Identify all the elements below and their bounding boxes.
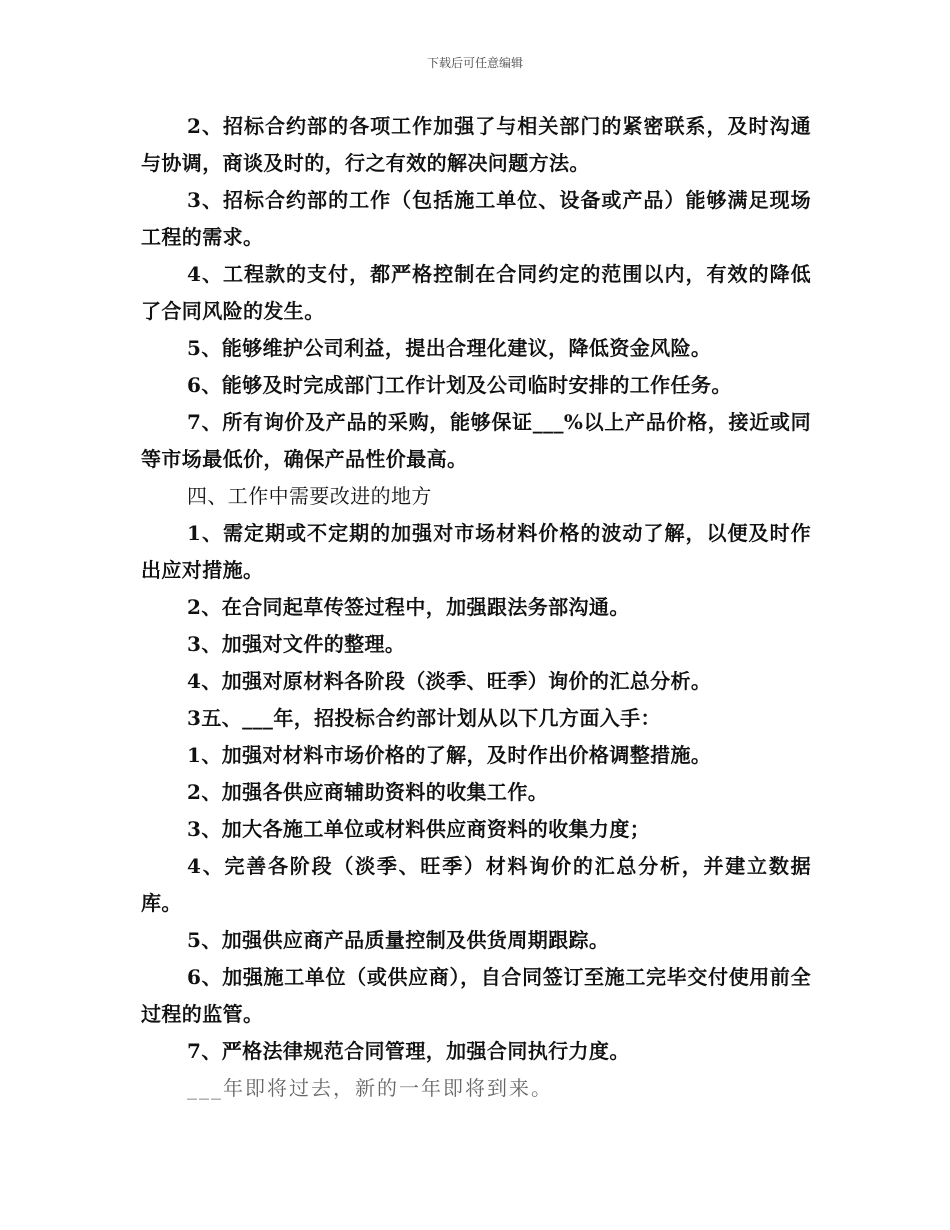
paragraph: 4、工程款的支付，都严格控制在合同约定的范围以内，有效的降低了合同风险的发生。 [141,262,811,323]
section-heading: 3五、___年，招投标合约部计划从以下几方面入手： [187,706,661,730]
paragraph: 4、加强对原材料各阶段（淡季、旺季）询价的汇总分析。 [187,669,712,693]
paragraph: 2、加强各供应商辅助资料的收集工作。 [187,780,549,804]
paragraph: 1、需定期或不定期的加强对市场材料价格的波动了解，以便及时作出应对措施。 [141,521,811,582]
paragraph: 1、加强对材料市场价格的了解，及时作出价格调整措施。 [187,743,712,767]
paragraph: 6、加强施工单位（或供应商），自合同签订至施工完毕交付使用前全过程的监管。 [141,965,811,1026]
paragraph: 7、所有询价及产品的采购，能够保证___%以上产品价格，接近或同等市场最低价，确保产品性价最高。 [141,410,811,471]
paragraph: 3、加大各施工单位或材料供应商资料的收集力度； [187,817,651,841]
closing-paragraph: ___年即将过去，新的一年即将到来。 [187,1076,553,1100]
section-heading: 四、工作中需要改进的地方 [187,484,432,508]
document-body [141,108,811,1107]
paragraph: 7、严格法律规范合同管理，加强合同执行力度。 [187,1039,630,1063]
paragraph: 3、招标合约部的工作（包括施工单位、设备或产品）能够满足现场工程的需求。 [141,188,811,249]
paragraph: 4、完善各阶段（淡季、旺季）材料询价的汇总分析，并建立数据库。 [141,854,811,915]
paragraph: 2、招标合约部的各项工作加强了与相关部门的紧密联系，及时沟通与协调，商谈及时的，行之有效的解决问题方法。 [141,114,811,175]
paragraph: 2、在合同起草传签过程中，加强跟法务部沟通。 [187,595,630,619]
paragraph: 3、加强对文件的整理。 [187,632,406,656]
page-header: 下载后可任意编辑 [426,56,523,70]
paragraph: 5、加强供应商产品质量控制及供货周期跟踪。 [187,928,610,952]
paragraph: 6、能够及时完成部门工作计划及公司临时安排的工作任务。 [187,373,732,397]
paragraph: 5、能够维护公司利益，提出合理化建议，降低资金风险。 [187,336,712,360]
